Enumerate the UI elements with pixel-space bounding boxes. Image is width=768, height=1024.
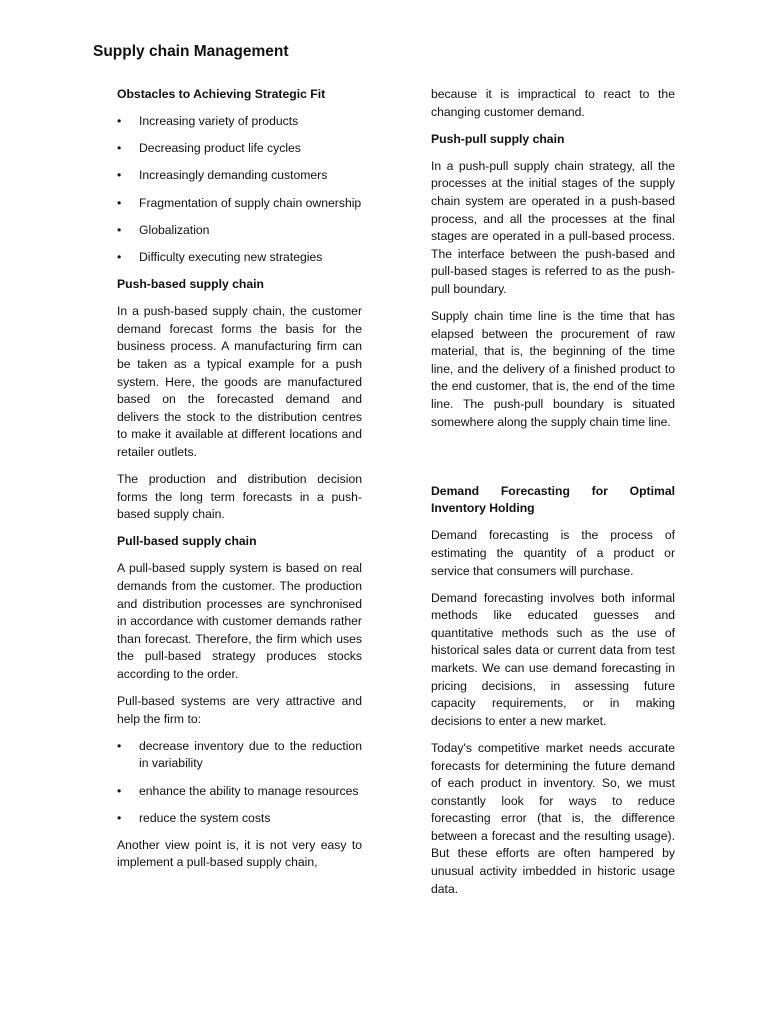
list-item: • decrease inventory due to the reduction in variability — [117, 738, 362, 773]
push-pull-heading: Push-pull supply chain — [431, 131, 565, 146]
push-pull-paragraph: In a push-pull supply chain strategy, all the processes at the initial stages of the supply chain system are operated in a push-based process, and all the processes at the final stages are operated in a pull-based process. The interface between the push-based and pull-based stages is referred to as the push-pull boundary. — [431, 158, 675, 296]
list-item: • Decreasing product life cycles — [117, 140, 362, 158]
obstacles-heading: Obstacles to Achieving Strategic Fit — [117, 87, 326, 101]
timeline-paragraph: Supply chain time line is the time that has elapsed between the procurement of raw material, that is, the beginning of the time line, and the delivery of a finished product to the end customer, that is, the end of the time line. The push-pull boundary is situated somewhere along the supply chain time line. — [431, 309, 675, 429]
right-column — [431, 86, 675, 908]
demand-paragraph-3: Today's competitive market needs accurate forecasts for determining the future demand of each product in inventory. So, we must constantly look for ways to reduce forecasting error (that is, the difference between a forecast and the resulting usage). But these efforts are often hampered by unusual activity imbedded in historic usage data. — [431, 740, 675, 896]
continued-paragraph: because it is impractical to react to the changing customer demand. — [431, 87, 675, 119]
demand-heading: Demand Forecasting for Optimal Inventory Holding — [431, 483, 675, 516]
pull-paragraph: A pull-based supply system is based on real demands from the customer. The production and distribution processes are synchronised in accordance with customer demands rather than forecast. Therefore, the firm which uses the pull-based strategy produces stocks according to the order. — [117, 561, 362, 681]
list-item: • enhance the ability to manage resources — [117, 783, 362, 801]
list-item: • Fragmentation of supply chain ownership — [117, 195, 362, 213]
push-heading: Push-based supply chain — [117, 277, 264, 292]
demand-paragraph-2: Demand forecasting involves both informal methods like educated guesses and quantitative methods such as the use of historical sales data or current data from test markets. We can use demand forecasting in pricing decisions, in assessing future capacity requirements, or in making decisions to enter a new market. — [431, 590, 675, 728]
list-item: • Increasingly demanding customers — [117, 167, 362, 185]
list-item: • Difficulty executing new strategies — [117, 249, 362, 267]
demand-paragraph: Demand forecasting is the process of estimating the quantity of a product or service that consumers will purchase. — [431, 528, 675, 578]
left-column — [117, 86, 362, 882]
pull-paragraph-2: Pull-based systems are very attractive and help the firm to: — [117, 694, 362, 726]
list-item: • Increasing variety of products — [117, 113, 362, 131]
obstacles-list — [117, 113, 362, 267]
pull-benefits-list — [117, 738, 362, 828]
list-item: • Globalization — [117, 222, 362, 240]
section-spacer — [431, 441, 675, 483]
pull-heading: Pull-based supply chain — [117, 534, 257, 549]
list-item: • reduce the system costs — [117, 810, 362, 828]
pull-paragraph-3: Another view point is, it is not very easy to implement a pull-based supply chain, — [117, 837, 362, 870]
push-paragraph-2: The production and distribution decision forms the long term forecasts in a push-based supply chain. — [117, 472, 362, 522]
page-title: Supply chain Management — [93, 43, 289, 60]
push-paragraph: In a push-based supply chain, the customer demand forecast forms the basis for the business process. A manufacturing firm can be taken as a typical example for a push system. Here, the goods are manufactured based on the forecasted demand and delivers the stock to the distribution centres to make it available at different locations and retailer outlets. — [117, 304, 362, 459]
